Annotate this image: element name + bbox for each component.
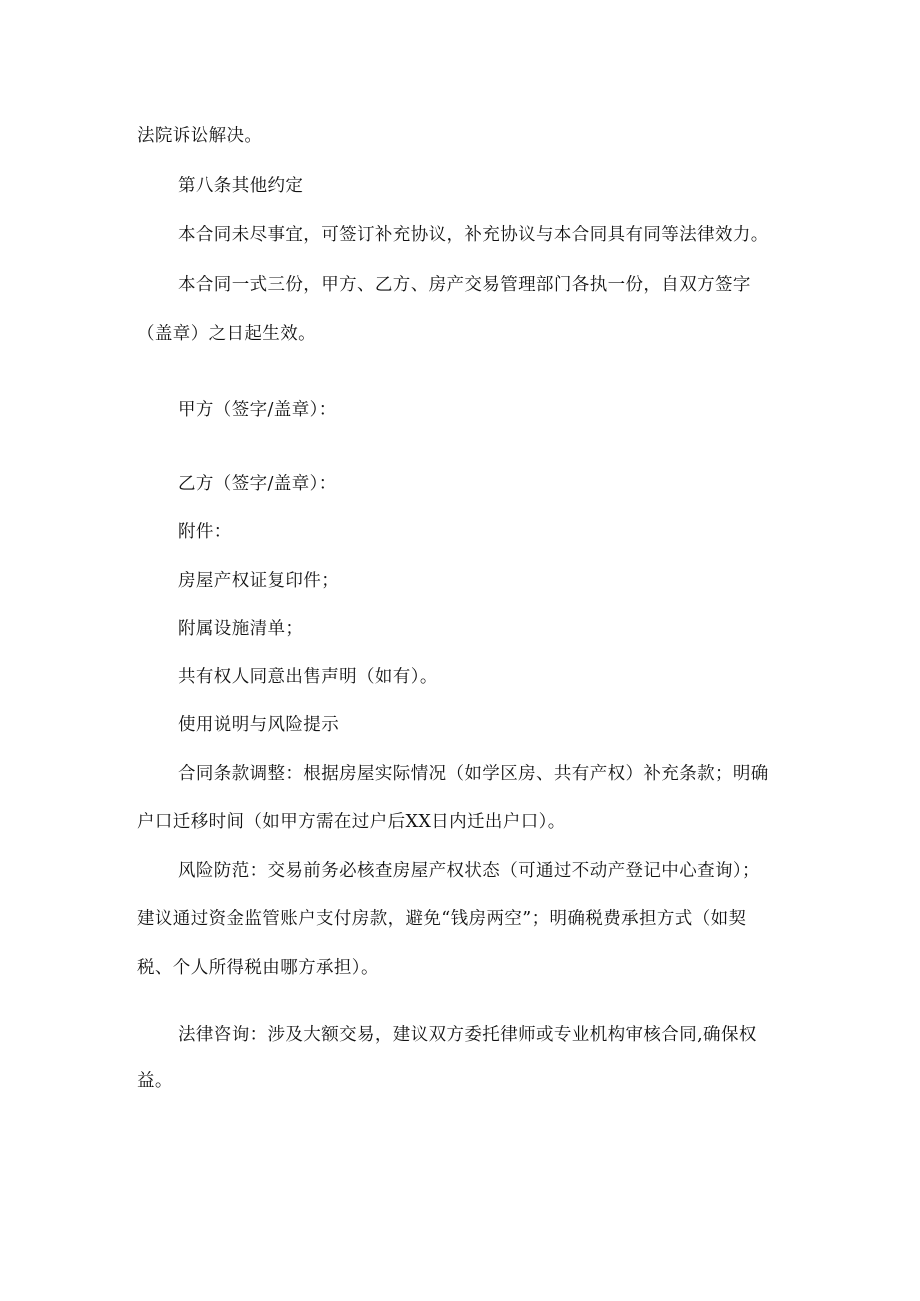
text-line-escrow: 建议通过资金监管账户支付房款，避免“钱房两空”；明确税费承担方式（如契 xyxy=(137,909,747,929)
attachment-item-facilities: 附属设施清单； xyxy=(178,619,304,639)
text-line-clause-adjust: 合同条款调整：根据房屋实际情况（如学区房、共有产权）补充条款；明确 xyxy=(178,764,769,784)
text-line-tax: 税、个人所得税由哪方承担）。 xyxy=(137,958,379,978)
text-line-legal-consult: 法律咨询：涉及大额交易，建议双方委托律师或专业机构审核合同,确保权 xyxy=(178,1025,757,1045)
text-line-effective: （盖章）之日起生效。 xyxy=(137,324,316,344)
text-line-risk-prevention: 风险防范：交易前务必核查房屋产权状态（可通过不动产登记中心查询）； xyxy=(178,861,760,881)
party-a-signature-line: 甲方（签字/盖章）： xyxy=(178,400,337,420)
text-line-supplement: 本合同未尽事宜，可签订补充协议，补充协议与本合同具有同等法律效力。 xyxy=(178,225,769,245)
attachment-item-co-owner: 共有权人同意出售声明（如有）。 xyxy=(178,667,438,687)
attachment-item-property-cert: 房屋产权证复印件； xyxy=(178,571,340,591)
attachments-heading: 附件： xyxy=(178,522,232,542)
usage-notes-heading: 使用说明与风险提示 xyxy=(178,715,340,735)
party-b-signature-line: 乙方（签字/盖章）： xyxy=(178,474,337,494)
text-line-copies: 本合同一式三份，甲方、乙方、房产交易管理部门各执一份，自双方签字 xyxy=(178,275,751,295)
article-8-heading: 第八条其他约定 xyxy=(178,176,304,196)
text-line-rights: 益。 xyxy=(137,1071,173,1091)
text-line-hukou: 户口迁移时间（如甲方需在过户后XX日内迁出户口）。 xyxy=(137,812,566,832)
text-line-lawsuit-end: 法院诉讼解决。 xyxy=(137,126,263,146)
